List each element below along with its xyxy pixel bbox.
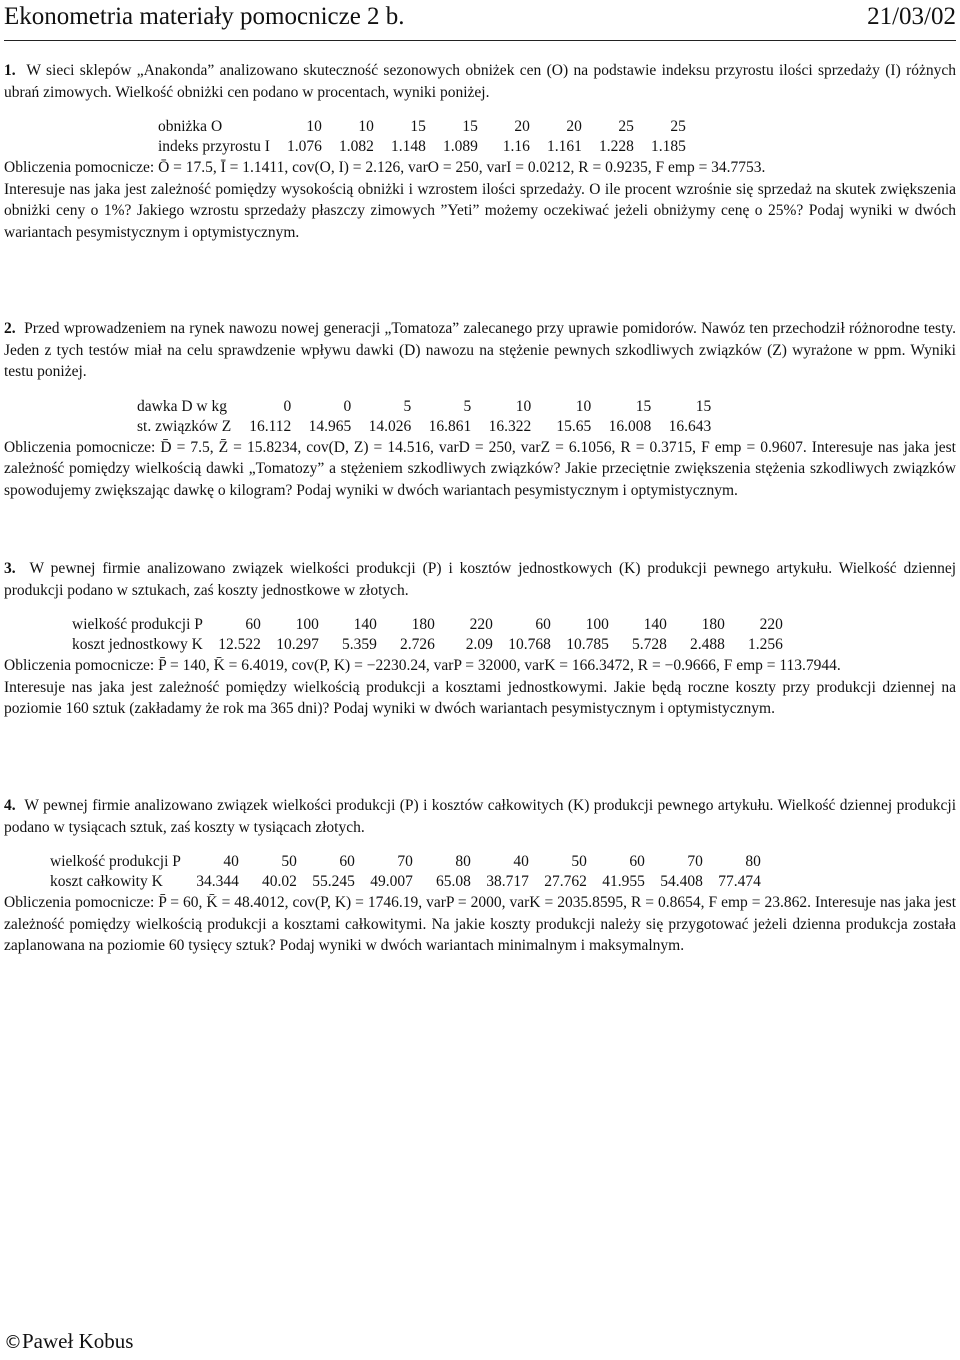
problem-number: 4.	[4, 797, 16, 814]
table-cell: 5.359	[342, 636, 377, 653]
auxiliary-calculations: Obliczenia pomocnicze: P̄ = 140, K̄ = 6.4019, cov(P, K) = −2230.24, varP = 32000, varK = 166.3472, R = −0.9666, F emp = 113.7944.	[4, 657, 841, 674]
page-header	[4, 2, 956, 40]
table-cell: 40	[513, 853, 529, 870]
table-cell: 16.112	[249, 417, 292, 435]
table-cell: 100	[585, 616, 609, 633]
table-cell: 2.09	[465, 636, 493, 653]
table-cell: 60	[535, 616, 551, 633]
problem-number: 1.	[4, 62, 16, 79]
data-table	[72, 615, 783, 655]
table-cell: 20	[566, 118, 582, 135]
table-cell: 0	[343, 397, 352, 415]
table-row	[72, 615, 783, 635]
table-cell: 40	[223, 853, 239, 870]
table-row	[72, 635, 783, 655]
table-cell: 1.185	[651, 138, 686, 155]
copyright-symbol: ©	[4, 1332, 22, 1353]
table-cell: 15	[635, 397, 652, 415]
data-table	[50, 852, 761, 892]
row-label: wielkość produkcji P	[50, 853, 181, 870]
table-cell: 50	[571, 853, 587, 870]
auxiliary-calculations: Obliczenia pomocnicze: D̄ = 7.5, Z̄ = 15.8234, cov(D, Z) = 14.516, varD = 250, varZ = 6.1056, R = 0.3715, F emp = 0.9607. Interesuje nas jaka jest zależność pomiędzy wielkością dawki „Tomatozy” a stężeniem szkodliwych związków? Jakie przeciętnie zwiększenia stężenia szkodliwych związków spowodujemy zwiększając dawkę o kilogram? Podaj wyniki w dwóch wariantach pesymistycznym i optymistycznym.	[4, 438, 956, 499]
auxiliary-calculations: Obliczenia pomocnicze: P̄ = 60, K̄ = 48.4012, cov(P, K) = 1746.19, varP = 2000, varK = 2035.8595, R = 0.8654, F emp = 23.862. Interesuje nas jaka jest zależność pomiędzy wielkością produkcji a kosztami całkowitymi. Na jakie koszty produkcji należy się przygotować jeżeli dzienna produkcja została zaplanowana na poziomie 60 tysięcy sztuk? Podaj wyniki w dwóch wariantach minimalnym i maksymalnym.	[4, 894, 956, 954]
row-label: indeks przyrostu I	[158, 138, 270, 155]
table-cell: 27.762	[544, 873, 587, 890]
table-row	[137, 397, 711, 417]
table-cell: 2.488	[690, 636, 725, 653]
table-cell: 16.861	[428, 417, 472, 435]
table-cell: 38.717	[486, 873, 529, 890]
table-cell: 40.02	[262, 873, 297, 890]
table-cell: 10.785	[566, 636, 609, 653]
problem-3	[4, 558, 956, 720]
row-label: obniżka O	[158, 118, 223, 135]
table-cell: 15	[410, 118, 426, 135]
page-footer	[4, 1328, 133, 1356]
table-cell: 1.161	[547, 138, 582, 155]
table-cell: 1.076	[287, 138, 322, 155]
table-row	[158, 137, 686, 157]
table-cell: 60	[629, 853, 645, 870]
table-row	[50, 852, 761, 872]
table-cell: 54.408	[660, 873, 703, 890]
problem-intro: W pewnej firmie analizowano związek wielkości produkcji (P) i kosztów całkowitych (K) produkcji pewnego artykułu. Wielkość dziennej produkcji podano w tysiącach sztuk, zaś koszty w tysiącach złotych.	[4, 797, 956, 836]
table-cell: 70	[687, 853, 703, 870]
row-label: koszt całkowity K	[50, 873, 163, 890]
table-cell: 80	[745, 853, 761, 870]
table-cell: 1.082	[339, 138, 374, 155]
table-cell: 77.474	[718, 873, 761, 890]
row-label: st. związków Z	[137, 417, 232, 435]
table-cell: 10.768	[508, 636, 551, 653]
table-cell: 220	[759, 616, 783, 633]
table-cell: 1.089	[443, 138, 478, 155]
row-label: dawka D w kg	[137, 397, 227, 415]
table-row	[158, 117, 686, 137]
table-cell: 55.245	[312, 873, 355, 890]
author-name: Paweł Kobus	[22, 1329, 134, 1353]
problem-2	[4, 318, 956, 501]
table-cell: 49.007	[370, 873, 413, 890]
row-label: koszt jednostkowy K	[72, 636, 203, 653]
table-cell: 34.344	[196, 873, 239, 890]
table-cell: 1.148	[391, 138, 426, 155]
table-cell: 1.16	[502, 138, 530, 155]
table-cell: 10	[358, 118, 374, 135]
document-date: 21/03/02	[867, 3, 956, 30]
table-cell: 140	[353, 616, 377, 633]
table-cell: 5.728	[632, 636, 667, 653]
problem-1	[4, 60, 956, 243]
table-cell: 60	[245, 616, 261, 633]
table-cell: 220	[469, 616, 493, 633]
table-cell: 14.965	[308, 417, 352, 435]
table-cell: 25	[670, 118, 686, 135]
table-cell: 20	[514, 118, 530, 135]
document-title: Ekonometria materiały pomocnicze 2 b.	[4, 3, 405, 30]
table-cell: 15	[462, 118, 478, 135]
table-cell: 5	[403, 397, 412, 415]
table-cell: 10	[515, 397, 532, 415]
table-cell: 25	[618, 118, 634, 135]
table-cell: 0	[283, 397, 292, 415]
table-cell: 65.08	[436, 873, 471, 890]
problem-question: Interesuje nas jaka jest zależność pomiędzy wielkością produkcji a kosztami jednostkowymi. Jakie będą roczne koszty przy produkcji dziennej na poziomie 160 sztuk (zakładamy że rok ma 365 dni)? Podaj wyniki w dwóch wariantach pesymistycznym i optymistycznym.	[4, 678, 956, 717]
table-cell: 10	[575, 397, 592, 415]
table-cell: 1.228	[599, 138, 634, 155]
table-cell: 14.026	[368, 417, 412, 435]
table-cell: 180	[701, 616, 725, 633]
data-table	[137, 397, 711, 437]
table-cell: 16.643	[668, 417, 712, 435]
table-cell: 60	[339, 853, 355, 870]
table-cell: 80	[455, 853, 471, 870]
data-table	[158, 117, 686, 157]
table-cell: 10.297	[276, 636, 319, 653]
table-cell: 50	[281, 853, 297, 870]
auxiliary-calculations: Obliczenia pomocnicze: Ō = 17.5, Ī = 1.1411, cov(O, I) = 2.126, varO = 250, varI = 0.0212, R = 0.9235, F emp = 34.7753.	[4, 159, 766, 176]
table-cell: 5	[463, 397, 472, 415]
table-cell: 100	[295, 616, 319, 633]
table-cell: 12.522	[218, 636, 261, 653]
table-cell: 15.65	[556, 417, 592, 435]
problem-intro: Przed wprowadzeniem na rynek nawozu nowej generacji „Tomatoza” zalecanego przy uprawie pomidorów. Nawóz ten przechodził różnorodne testy. Jeden z tych testów miał na celu sprawdzenie wpływu dawki (D) nawozu na stężenie pewnych szkodliwych związków (Z) wyrażone w ppm. Wyniki testu poniżej.	[4, 320, 956, 380]
problem-intro: W pewnej firmie analizowano związek wielkości produkcji (P) i kosztów jednostkowych (K) produkcji pewnego artykułu. Wielkość dziennej produkcji podano w sztukach, zaś koszty jednostkowe w złotych.	[4, 560, 957, 599]
problem-number: 3.	[4, 560, 16, 577]
table-cell: 140	[643, 616, 667, 633]
header-rule	[4, 40, 956, 41]
problem-4	[4, 795, 956, 957]
table-row	[50, 872, 761, 892]
row-label: wielkość produkcji P	[72, 616, 203, 633]
table-cell: 15	[695, 397, 712, 415]
problem-number: 2.	[4, 320, 16, 337]
table-cell: 180	[411, 616, 435, 633]
table-cell: 16.008	[608, 417, 652, 435]
table-cell: 1.256	[748, 636, 783, 653]
table-cell: 16.322	[488, 417, 532, 435]
problem-question: Interesuje nas jaka jest zależność pomiędzy wysokością obniżki i wzrostem ilości sprzedaży. O ile procent wzrośnie się sprzedaż na skutek zwiększenia obniżki ceny o 1%? Jakiego wzrostu sprzedaży płaszczy zimowych ”Yeti” możemy oczekiwać jeżeli obniżymy cenę o 25%? Podaj wyniki w dwóch wariantach pesymistycznym i optymistycznym.	[4, 180, 956, 241]
table-cell: 10	[306, 118, 322, 135]
table-cell: 41.955	[602, 873, 645, 890]
table-cell: 2.726	[400, 636, 435, 653]
table-row	[137, 417, 711, 437]
problem-intro: W sieci sklepów „Anakonda” analizowano skuteczność sezonowych obniżek cen (O) na podstawie indeksu przyrostu ilości sprzedaży (I) różnych ubrań zimowych. Wielkość obniżki cen podano w procentach, wyniki poniżej.	[4, 62, 957, 101]
table-cell: 70	[397, 853, 413, 870]
